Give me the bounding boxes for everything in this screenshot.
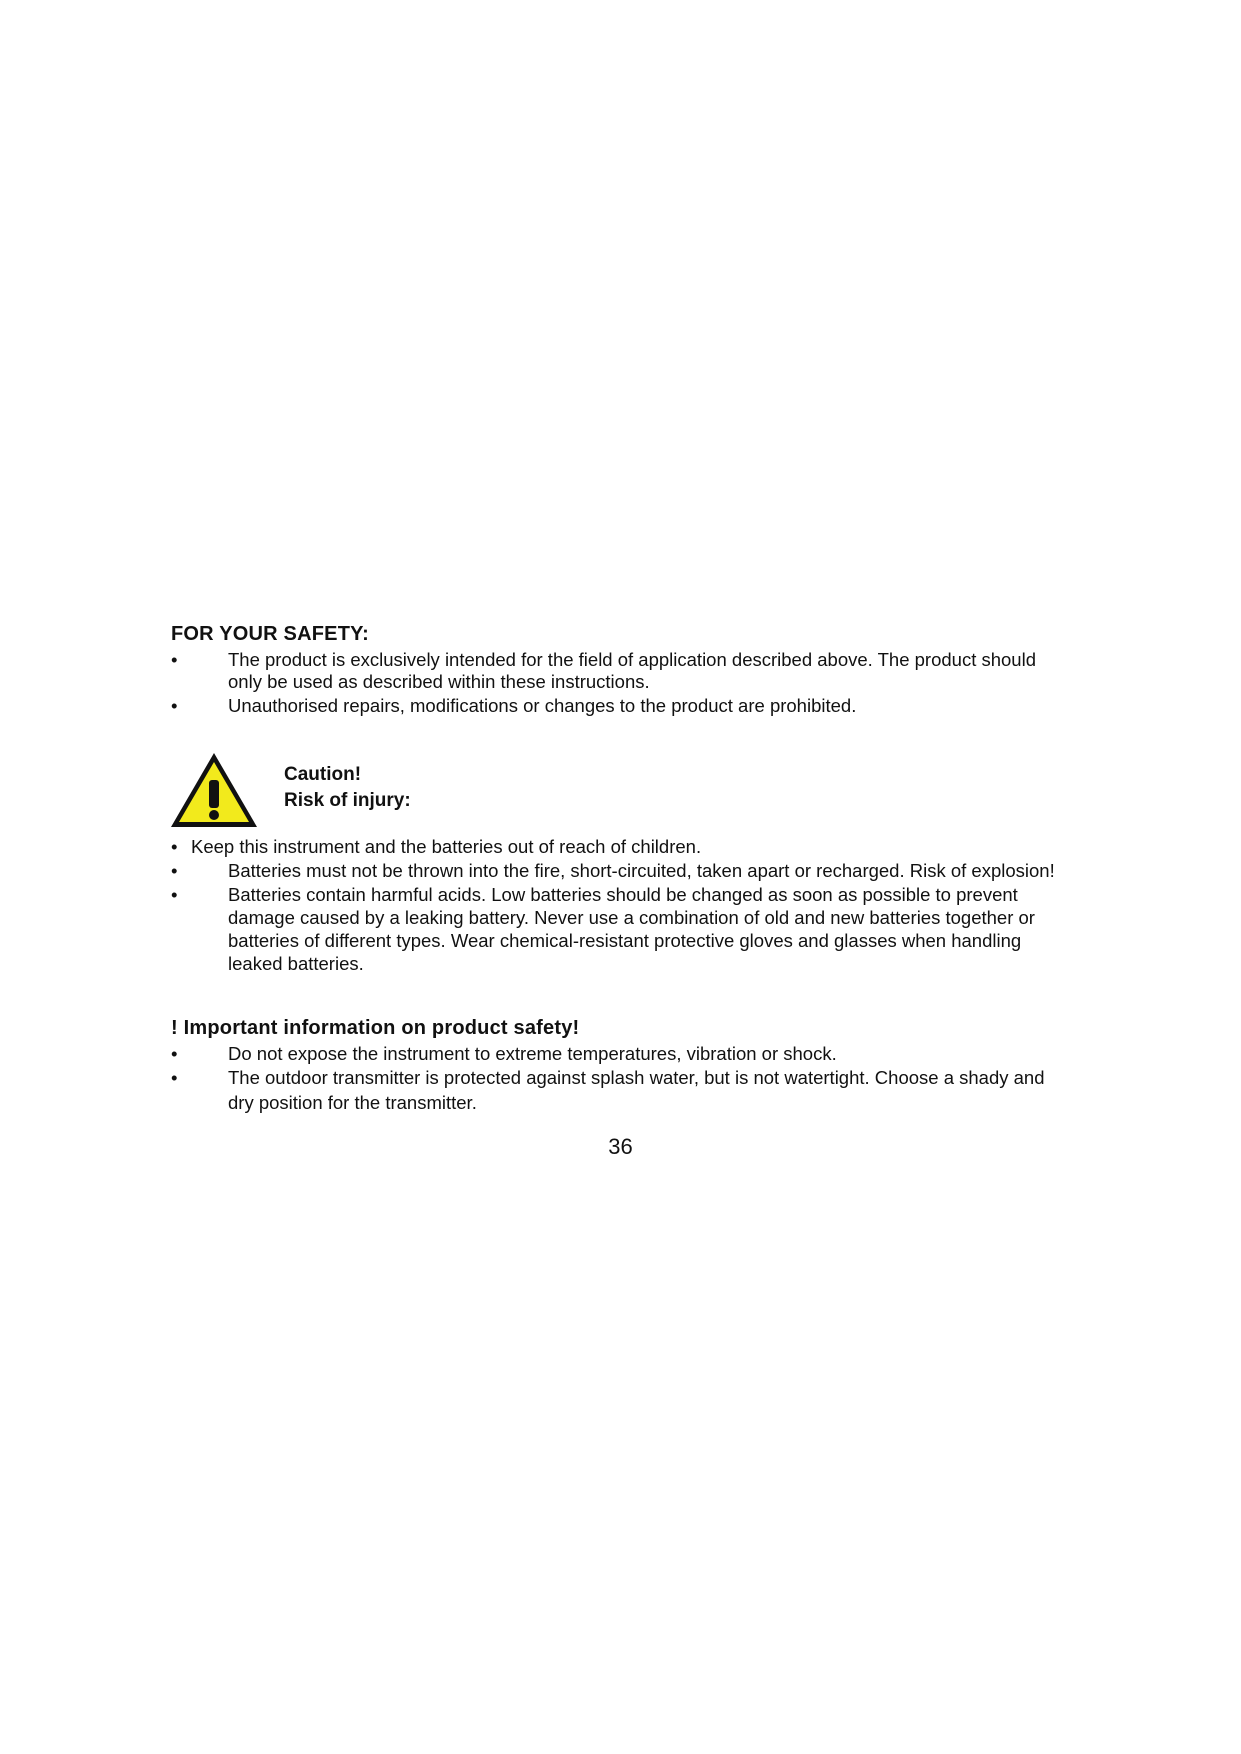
safety-list <box>171 649 1071 717</box>
page-number: 36 <box>608 1134 633 1159</box>
list-item <box>171 1043 1071 1065</box>
list-item <box>171 649 1071 693</box>
bullet-icon: • <box>171 1067 178 1088</box>
list-item <box>171 836 1071 858</box>
bullet-icon: • <box>171 836 178 857</box>
caution-subtitle: Risk of injury: <box>284 790 411 811</box>
caution-block <box>168 750 668 830</box>
bullet-icon: • <box>171 695 178 716</box>
safety-heading: FOR YOUR SAFETY: <box>171 623 370 645</box>
list-item <box>171 695 1071 717</box>
list-item-text: Unauthorised repairs, modifications or changes to the product are prohibited. <box>228 695 857 716</box>
bullet-icon: • <box>171 860 178 881</box>
bullet-icon: • <box>171 649 178 670</box>
list-item-text: Do not expose the instrument to extreme temperatures, vibration or shock. <box>228 1043 837 1064</box>
caution-title: Caution! <box>284 764 362 785</box>
list-item-text: The outdoor transmitter is protected against splash water, but is not watertight. Choose a shady and dry position for the transmitter. <box>228 1067 1045 1113</box>
list-item-text: Keep this instrument and the batteries out of reach of children. <box>191 836 702 857</box>
list-item <box>171 858 1071 883</box>
list-item <box>171 1065 1071 1115</box>
bullet-icon: • <box>171 1043 178 1064</box>
list-item-text: Batteries must not be thrown into the fire, short-circuited, taken apart or recharged. Risk of explosion! <box>228 860 1055 881</box>
list-item-text: The product is exclusively intended for the field of application described above. The product should only be used as described within these instructions. <box>228 649 1036 692</box>
list-item-text: Batteries contain harmful acids. Low batteries should be changed as soon as possible to prevent damage caused by a leaking battery. Never use a combination of old and new batteries together or batteries of different types. Wear chemical-resistant protective gloves and glasses when handling leaked batteries. <box>228 884 1035 974</box>
battery-list <box>171 836 1071 975</box>
warning-triangle-icon <box>168 750 260 830</box>
important-heading: ! Important information on product safety! <box>171 1017 580 1039</box>
bullet-icon: • <box>171 884 178 905</box>
important-list <box>171 1043 1071 1115</box>
list-item <box>171 883 1071 975</box>
caution-text <box>284 762 411 814</box>
